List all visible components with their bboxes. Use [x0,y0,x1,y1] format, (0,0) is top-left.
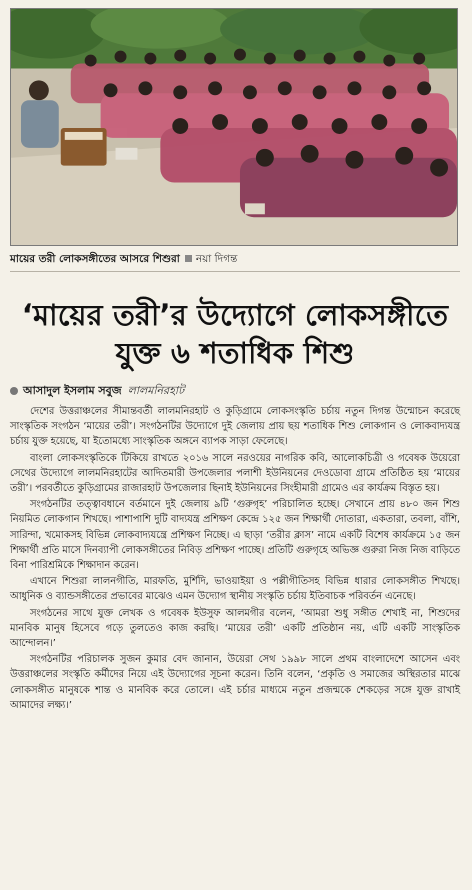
byline [10,384,460,398]
paragraph: সংগঠনটির পরিচালক সুজন কুমার বেদ জানান, উয়েরা সেথ ১৯৯৮ সালে প্রথম বাংলাদেশে আসেন এবং উত্তরাঞ্চলের সংস্কৃতি কর্মীদের নিয়ে এই উদ্যোগের সূচনা করেন। তিনি বলেন, ‘প্রকৃতি ও সমাজের অস্থিরতার মাঝে লোকসঙ্গীত মানুষকে শান্ত ও মানবিক করে তোলে। এই চর্চার মাধ্যমে নতুন প্রজন্মকে শেকড়ের সঙ্গে যুক্ত রাখাই আমাদের লক্ষ্য।’ [10,654,460,711]
caption-source: নয়া দিগন্ত [195,253,238,265]
paragraph: এখানে শিশুরা লালনগীতি, মারফতি, মুর্শিদি, ভাওয়াইয়া ও পল্লীগীতিসহ বিভিন্ন ধারার লোকসঙ্গীত শিখছে। আধুনিক ও ব্যান্ডসঙ্গীতের প্রভাবের মাঝেও এমন উদ্যোগ স্থানীয় সংস্কৃতি চর্চায় ইতিবাচক পরিবর্তন এনেছে। [10,576,460,603]
byline-place: লালমনিরহাট [127,384,185,397]
article-body [10,404,460,713]
headline-line-2: যুক্ত ৬ শতাধিক শিশু [115,336,355,370]
article-photo [10,8,458,246]
paragraph: বাংলা লোকসংস্কৃতিকে টিকিয়ে রাখতে ২০১৬ সালে নরওয়ের নাগরিক কবি, আলোকচিত্রী ও গবেষক উয়েরো সেথের উদ্যোগে লালমনিরহাটের আদিতমারী উপজেলার পলাশী ইউনিয়নের দেওডোবা গ্রামে প্রতিষ্ঠিত হয় ‘মায়ের তরী’। পরবর্তীতে কুড়িগ্রামের রাজারহাট উপজেলার ছিনাই ইউনিয়নের সিংহীমারী গ্রামেও এর কার্যক্রম বিস্তৃত হয়। [10,452,460,495]
photo-illustration [11,9,457,245]
headline [10,296,460,372]
headline-line-1: ‘মায়ের তরী’র উদ্যোগে লোকসঙ্গীতে [21,298,449,332]
bullet-icon [10,387,18,395]
byline-author: আসাদুল ইসলাম সবুজ [23,384,122,397]
photo-caption [10,252,460,266]
paragraph: সংগঠনের সাথে যুক্ত লেখক ও গবেষক ইউসুফ আলমগীর বলেন, ‘আমরা শুধু সঙ্গীত শেখাই না, শিশুদের মানবিক মানুষ হিসেবে গড়ে তুলতেও কাজ করছি। ‘মায়ের তরী’ একটি প্রতিষ্ঠান নয়, এটি একটি সাংস্কৃতিক আন্দোলন।’ [10,607,460,650]
paragraph: সংগঠনটির তত্ত্বাবধানে বর্তমানে দুই জেলায় ৯টি ‘গুরুগৃহ’ পরিচালিত হচ্ছে। সেখানে প্রায় ৪৮০ জন শিশু নিয়মিত লোকগান শিখছে। পাশাপাশি দুটি বাদ্যযন্ত্র প্রশিক্ষণ কেন্দ্রে ১২৫ জন শিক্ষার্থী দোতারা, একতারা, তবলা, বাঁশি, সারিন্দা, খমোকসহ বিভিন্ন লোকবাদ্যযন্ত্রে প্রশিক্ষণ নিচ্ছে। এ ছাড়া ‘তরীর ক্লাস’ নামে একটি বিশেষ কার্যক্রমে ১৫ জন শিক্ষার্থী প্রতি মাসে দিনব্যাপী লোকসঙ্গীতের নিবিড় প্রশিক্ষণ পাচ্ছে। প্রতিটি গুরুগৃহে অভিজ্ঞ গুরুরা নিজ নিজ বাড়িতে বিনা পারিশ্রমিকে শিক্ষাদান করেন। [10,499,460,572]
paragraph: দেশের উত্তরাঞ্চলের সীমান্তবর্তী লালমনিরহাট ও কুড়িগ্রামে লোকসংস্কৃতি চর্চায় নতুন দিগন্ত উন্মোচন করেছে সাংস্কৃতিক সংগঠন ‘মায়ের তরী’। সংগঠনটির উদ্যোগে দুই জেলায় প্রায় ছয় শতাধিক শিশু লোকগান ও লোকবাদ্যযন্ত্র চর্চায় যুক্ত হয়েছে, যা ইতোমধ্যে সাংস্কৃতিক অঙ্গনে ব্যাপক সাড়া ফেলেছে। [10,406,460,448]
caption-text: মায়ের তরী লোকসঙ্গীতের আসরে শিশুরা [10,253,180,265]
caption-separator-icon [185,255,192,262]
divider [10,271,460,272]
